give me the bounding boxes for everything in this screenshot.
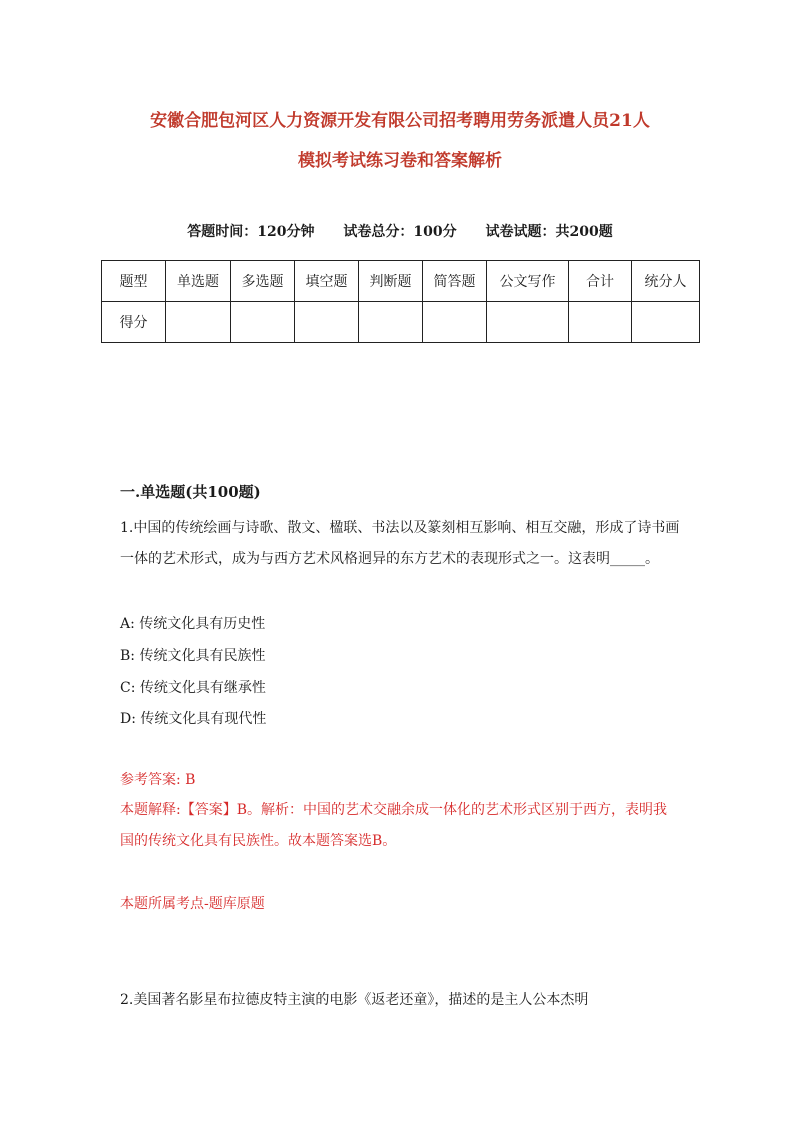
score-table-header-row [102, 261, 700, 302]
score-cell [166, 302, 231, 343]
score-cell [231, 302, 295, 343]
score-row-label: 得分 [102, 302, 166, 343]
score-cell [487, 302, 569, 343]
score-header-cell: 多选题 [231, 261, 295, 302]
question-1-option-a: A: 传统文化具有历史性 [120, 616, 266, 632]
score-header-cell: 合计 [569, 261, 632, 302]
title-line-2: 模拟考试练习卷和答案解析 [298, 151, 502, 171]
question-1-explanation: 本题解释:【答案】B。解析：中国的艺术交融余成一体化的艺术形式区别于西方，表明我国的传统文化具有民族性。故本题答案选B。 [120, 802, 668, 849]
score-header-cell: 统分人 [632, 261, 700, 302]
score-cell [569, 302, 632, 343]
score-header-cell: 题型 [102, 261, 166, 302]
question-1-answer: 参考答案: B [120, 772, 196, 788]
question-1-option-b: B: 传统文化具有民族性 [120, 648, 266, 664]
score-header-cell: 判断题 [359, 261, 423, 302]
score-cell [359, 302, 423, 343]
exam-title [100, 101, 700, 181]
title-line-1: 安徽合肥包河区人力资源开发有限公司招考聘用劳务派遣人员21人 [150, 111, 650, 131]
score-table [101, 260, 700, 343]
question-2-stem: 2.美国著名影星布拉德皮特主演的电影《返老还童》，描述的是主人公本杰明 [120, 992, 589, 1008]
score-header-cell: 公文写作 [487, 261, 569, 302]
question-1-option-d: D: 传统文化具有现代性 [120, 711, 267, 727]
score-header-cell: 填空题 [295, 261, 359, 302]
score-header-cell: 简答题 [423, 261, 487, 302]
exam-question-count: 试卷试题：共200题 [485, 224, 613, 240]
exam-time: 答题时间：120分钟 [187, 224, 315, 240]
score-cell [295, 302, 359, 343]
score-cell [423, 302, 487, 343]
score-table-score-row [102, 302, 700, 343]
section-title: 一.单选题(共100题) [120, 483, 261, 501]
score-header-cell: 单选题 [166, 261, 231, 302]
question-1-stem: 1.中国的传统绘画与诗歌、散文、楹联、书法以及篆刻相互影响、相互交融，形成了诗书画一体的艺术形式，成为与西方艺术风格迥异的东方艺术的表现形式之一。这表明_____。 [120, 520, 680, 567]
score-cell [632, 302, 700, 343]
question-1-option-c: C: 传统文化具有继承性 [120, 680, 266, 696]
exam-total-score: 试卷总分：100分 [343, 224, 457, 240]
exam-meta [100, 221, 700, 241]
question-1-source: 本题所属考点-题库原题 [120, 896, 265, 912]
